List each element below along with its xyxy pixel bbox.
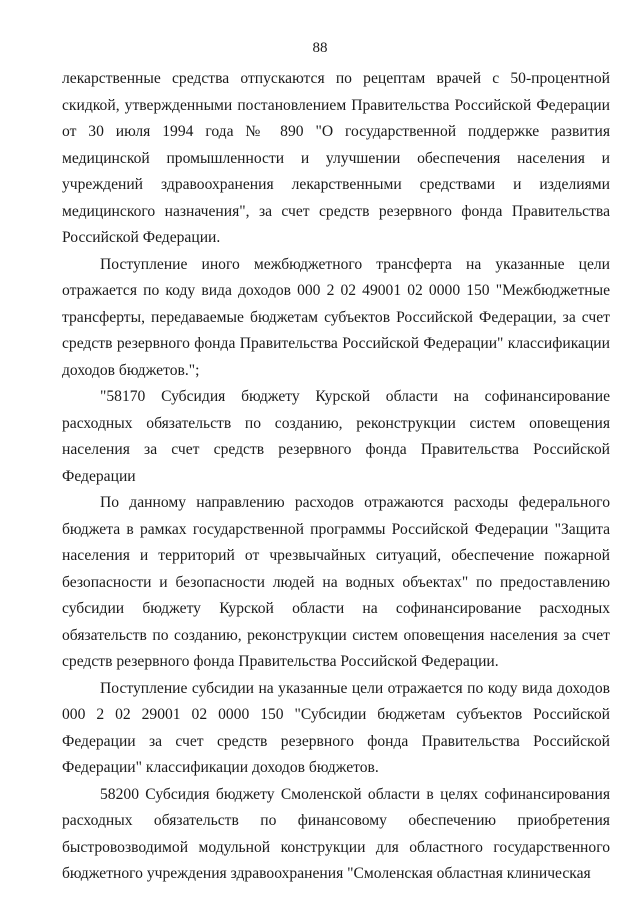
paragraph-transfer-income-code: Поступление иного межбюджетного трансферта на указанные цели отражается по коду вида доходов 000 2 02 49001 02 0000 150 "Межбюджетные трансферты, передаваемые бюджетам субъектов Российской Федерации, за счет средств резервного фонда Правительства Российской Федерации" классификации доходов бюджетов.";	[62, 255, 610, 379]
paragraph-subsidy-income-code: Поступление субсидии на указанные цели отражается по коду вида доходов 000 2 02 29001 02 0000 150 "Субсидии бюджетам субъектов Российской Федерации за счет средств резервного фонда Правительства Российской Федерации" классификации доходов бюджетов.	[62, 679, 610, 776]
paragraph-medicine-discount-continuation: лекарственные средства отпускаются по рецептам врачей с 50-процентной скидкой, утвержденными постановлением Правительства Российской Федерации от 30 июля 1994 года № 890 "О государственной поддержке развития медицинской промышленности и улучшении обеспечения населения и учреждений здравоохранения лекарственными средствами и изделиями медицинского назначения", за счет средств резервного фонда Правительства Российской Федерации.	[62, 70, 610, 246]
page-number: 88	[312, 40, 328, 56]
paragraph-58200-heading: 58200 Субсидия бюджету Смоленской области в целях софинансирования расходных обязательств по финансовому обеспечению приобретения быстровозводимой модульной конструкции для областного государственного бюджетного учреждения здравоохранения "Смоленская областная клиническая	[62, 785, 610, 882]
paragraph-58170-heading: "58170 Субсидия бюджету Курской области на софинансирование расходных обязательств по созданию, реконструкции систем оповещения населения за счет средств резервного фонда Правительства Российской Федерации	[62, 388, 610, 485]
paragraph-58170-description: По данному направлению расходов отражаются расходы федерального бюджета в рамках государственной программы Российской Федерации "Защита населения и территорий от чрезвычайных ситуаций, обеспечение пожарной безопасности и безопасности людей на водных объектах" по предоставлению субсидии бюджету Курской области на софинансирование расходных обязательств по созданию, реконструкции систем оповещения населения за счет средств резервного фонда Правительства Российской Федерации.	[62, 494, 610, 670]
document-body	[62, 66, 610, 888]
